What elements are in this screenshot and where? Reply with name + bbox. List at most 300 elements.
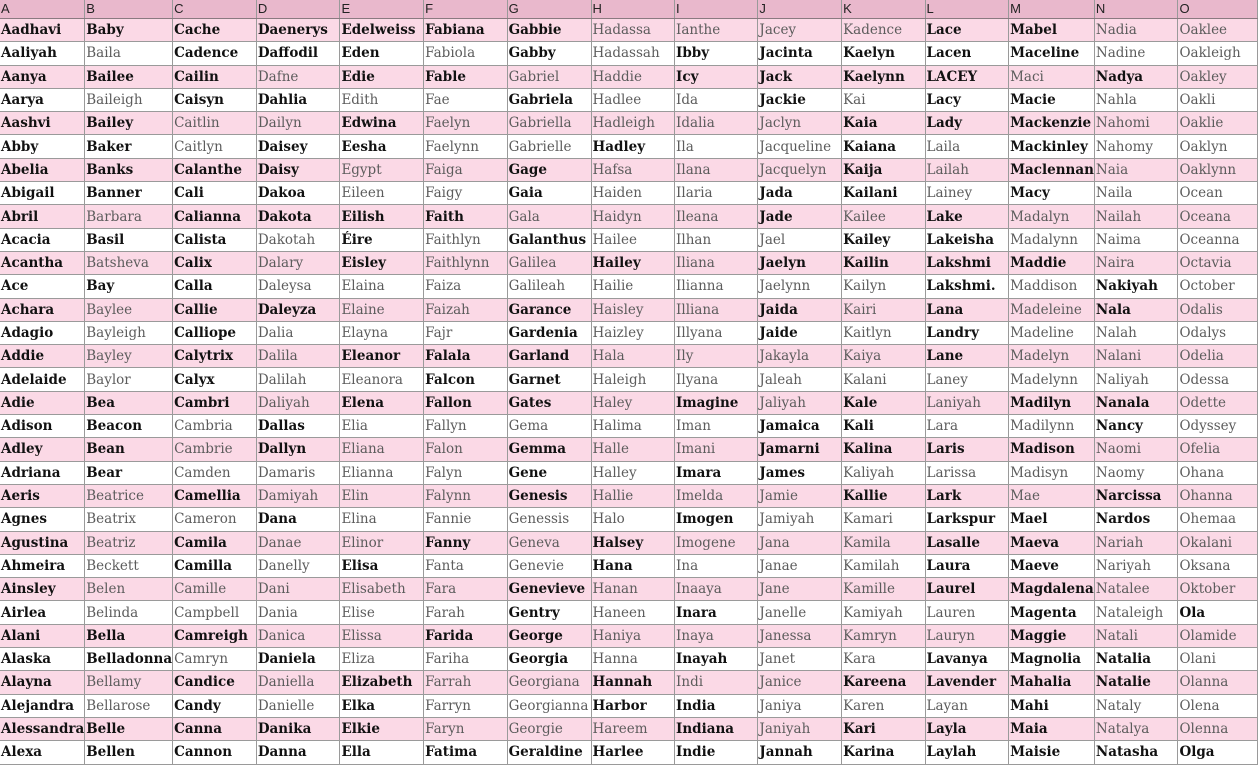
cell-h32[interactable]: Harlee: [591, 741, 675, 764]
cell-k3[interactable]: Kaelynn: [842, 65, 925, 88]
cell-l26[interactable]: Lauren: [925, 601, 1009, 624]
cell-b2[interactable]: Baila: [85, 42, 173, 65]
cell-i19[interactable]: Imani: [675, 438, 758, 461]
cell-o29[interactable]: Olanna: [1178, 671, 1258, 694]
cell-n27[interactable]: Natali: [1094, 624, 1178, 647]
cell-h27[interactable]: Haniya: [591, 624, 675, 647]
cell-d18[interactable]: Dallas: [256, 415, 340, 438]
cell-c2[interactable]: Cadence: [173, 42, 257, 65]
cell-e32[interactable]: Ella: [340, 741, 424, 764]
column-header-o[interactable]: O: [1178, 0, 1258, 19]
cell-d13[interactable]: Daleyza: [256, 298, 340, 321]
cell-h25[interactable]: Hanan: [591, 578, 675, 601]
cell-i5[interactable]: Idalia: [675, 112, 758, 135]
cell-n12[interactable]: Nakiyah: [1094, 275, 1178, 298]
cell-m10[interactable]: Madalynn: [1009, 228, 1095, 251]
cell-a27[interactable]: Alani: [0, 624, 85, 647]
cell-k29[interactable]: Kareena: [842, 671, 925, 694]
cell-g21[interactable]: Genesis: [507, 484, 591, 507]
cell-c32[interactable]: Cannon: [173, 741, 257, 764]
cell-k13[interactable]: Kairi: [842, 298, 925, 321]
cell-j25[interactable]: Jane: [758, 578, 842, 601]
cell-n2[interactable]: Nadine: [1094, 42, 1178, 65]
cell-c21[interactable]: Camellia: [173, 484, 257, 507]
cell-c12[interactable]: Calla: [173, 275, 257, 298]
cell-d12[interactable]: Daleysa: [256, 275, 340, 298]
cell-n17[interactable]: Nanala: [1094, 391, 1178, 414]
cell-n21[interactable]: Narcissa: [1094, 484, 1178, 507]
cell-j21[interactable]: Jamie: [758, 484, 842, 507]
cell-d22[interactable]: Dana: [256, 508, 340, 531]
cell-a19[interactable]: Adley: [0, 438, 85, 461]
cell-d32[interactable]: Danna: [256, 741, 340, 764]
cell-l23[interactable]: Lasalle: [925, 531, 1009, 554]
cell-f11[interactable]: Faithlynn: [424, 251, 507, 274]
cell-b9[interactable]: Barbara: [85, 205, 173, 228]
cell-m18[interactable]: Madilynn: [1009, 415, 1095, 438]
cell-n15[interactable]: Nalani: [1094, 345, 1178, 368]
cell-m21[interactable]: Mae: [1009, 484, 1095, 507]
cell-k15[interactable]: Kaiya: [842, 345, 925, 368]
cell-l16[interactable]: Laney: [925, 368, 1009, 391]
cell-d29[interactable]: Daniella: [256, 671, 340, 694]
cell-h19[interactable]: Halle: [591, 438, 675, 461]
cell-j5[interactable]: Jaclyn: [758, 112, 842, 135]
cell-n26[interactable]: Nataleigh: [1094, 601, 1178, 624]
cell-j14[interactable]: Jaide: [758, 321, 842, 344]
cell-k20[interactable]: Kaliyah: [842, 461, 925, 484]
cell-m16[interactable]: Madelynn: [1009, 368, 1095, 391]
cell-h1[interactable]: Hadassa: [591, 19, 675, 42]
cell-n30[interactable]: Nataly: [1094, 694, 1178, 717]
cell-c6[interactable]: Caitlyn: [173, 135, 257, 158]
cell-g1[interactable]: Gabbie: [507, 19, 591, 42]
cell-j16[interactable]: Jaleah: [758, 368, 842, 391]
cell-b32[interactable]: Bellen: [85, 741, 173, 764]
cell-m26[interactable]: Magenta: [1009, 601, 1095, 624]
cell-h7[interactable]: Hafsa: [591, 158, 675, 181]
cell-e31[interactable]: Elkie: [340, 717, 424, 740]
cell-d30[interactable]: Danielle: [256, 694, 340, 717]
cell-m17[interactable]: Madilyn: [1009, 391, 1095, 414]
cell-j1[interactable]: Jacey: [758, 19, 842, 42]
cell-j20[interactable]: James: [758, 461, 842, 484]
cell-l28[interactable]: Lavanya: [925, 648, 1009, 671]
cell-m7[interactable]: Maclennan: [1009, 158, 1095, 181]
cell-d20[interactable]: Damaris: [256, 461, 340, 484]
cell-m23[interactable]: Maeva: [1009, 531, 1095, 554]
cell-j12[interactable]: Jaelynn: [758, 275, 842, 298]
cell-h3[interactable]: Haddie: [591, 65, 675, 88]
cell-o25[interactable]: Oktober: [1178, 578, 1258, 601]
column-header-g[interactable]: G: [507, 0, 591, 19]
cell-e15[interactable]: Eleanor: [340, 345, 424, 368]
cell-m28[interactable]: Magnolia: [1009, 648, 1095, 671]
cell-e27[interactable]: Elissa: [340, 624, 424, 647]
cell-o7[interactable]: Oaklynn: [1178, 158, 1258, 181]
cell-a20[interactable]: Adriana: [0, 461, 85, 484]
cell-h9[interactable]: Haidyn: [591, 205, 675, 228]
cell-e18[interactable]: Elia: [340, 415, 424, 438]
cell-m27[interactable]: Maggie: [1009, 624, 1095, 647]
cell-f15[interactable]: Falala: [424, 345, 507, 368]
cell-f29[interactable]: Farrah: [424, 671, 507, 694]
column-header-a[interactable]: A: [0, 0, 85, 19]
cell-e29[interactable]: Elizabeth: [340, 671, 424, 694]
cell-b4[interactable]: Baileigh: [85, 88, 173, 111]
cell-e9[interactable]: Eilish: [340, 205, 424, 228]
cell-e10[interactable]: Éire: [340, 228, 424, 251]
column-header-f[interactable]: F: [424, 0, 507, 19]
cell-n28[interactable]: Natalia: [1094, 648, 1178, 671]
cell-o17[interactable]: Odette: [1178, 391, 1258, 414]
cell-d31[interactable]: Danika: [256, 717, 340, 740]
cell-o14[interactable]: Odalys: [1178, 321, 1258, 344]
cell-f27[interactable]: Farida: [424, 624, 507, 647]
cell-d27[interactable]: Danica: [256, 624, 340, 647]
cell-b24[interactable]: Beckett: [85, 554, 173, 577]
cell-l27[interactable]: Lauryn: [925, 624, 1009, 647]
cell-i2[interactable]: Ibby: [675, 42, 758, 65]
cell-f1[interactable]: Fabiana: [424, 19, 507, 42]
cell-a5[interactable]: Aashvi: [0, 112, 85, 135]
cell-b28[interactable]: Belladonna: [85, 648, 173, 671]
column-header-i[interactable]: I: [675, 0, 758, 19]
cell-d10[interactable]: Dakotah: [256, 228, 340, 251]
cell-d21[interactable]: Damiyah: [256, 484, 340, 507]
cell-a31[interactable]: Alessandra: [0, 717, 85, 740]
cell-k9[interactable]: Kailee: [842, 205, 925, 228]
cell-e23[interactable]: Elinor: [340, 531, 424, 554]
cell-o4[interactable]: Oakli: [1178, 88, 1258, 111]
cell-m22[interactable]: Mael: [1009, 508, 1095, 531]
cell-k25[interactable]: Kamille: [842, 578, 925, 601]
cell-n32[interactable]: Natasha: [1094, 741, 1178, 764]
cell-l20[interactable]: Larissa: [925, 461, 1009, 484]
cell-l4[interactable]: Lacy: [925, 88, 1009, 111]
cell-b29[interactable]: Bellamy: [85, 671, 173, 694]
cell-f13[interactable]: Faizah: [424, 298, 507, 321]
cell-d8[interactable]: Dakoa: [256, 182, 340, 205]
cell-a30[interactable]: Alejandra: [0, 694, 85, 717]
cell-o21[interactable]: Ohanna: [1178, 484, 1258, 507]
cell-i15[interactable]: Ily: [675, 345, 758, 368]
cell-b19[interactable]: Bean: [85, 438, 173, 461]
cell-g12[interactable]: Galileah: [507, 275, 591, 298]
cell-b5[interactable]: Bailey: [85, 112, 173, 135]
cell-k16[interactable]: Kalani: [842, 368, 925, 391]
cell-i6[interactable]: Ila: [675, 135, 758, 158]
cell-l19[interactable]: Laris: [925, 438, 1009, 461]
cell-m32[interactable]: Maisie: [1009, 741, 1095, 764]
cell-h15[interactable]: Hala: [591, 345, 675, 368]
cell-m29[interactable]: Mahalia: [1009, 671, 1095, 694]
cell-n8[interactable]: Naila: [1094, 182, 1178, 205]
cell-d25[interactable]: Dani: [256, 578, 340, 601]
cell-e30[interactable]: Elka: [340, 694, 424, 717]
cell-m14[interactable]: Madeline: [1009, 321, 1095, 344]
cell-c5[interactable]: Caitlin: [173, 112, 257, 135]
column-header-k[interactable]: K: [842, 0, 925, 19]
cell-n24[interactable]: Nariyah: [1094, 554, 1178, 577]
cell-n1[interactable]: Nadia: [1094, 19, 1178, 42]
cell-i31[interactable]: Indiana: [675, 717, 758, 740]
cell-f5[interactable]: Faelyn: [424, 112, 507, 135]
cell-g17[interactable]: Gates: [507, 391, 591, 414]
cell-n4[interactable]: Nahla: [1094, 88, 1178, 111]
cell-j23[interactable]: Jana: [758, 531, 842, 554]
cell-i26[interactable]: Inara: [675, 601, 758, 624]
cell-j28[interactable]: Janet: [758, 648, 842, 671]
cell-j27[interactable]: Janessa: [758, 624, 842, 647]
cell-n25[interactable]: Natalee: [1094, 578, 1178, 601]
cell-h20[interactable]: Halley: [591, 461, 675, 484]
cell-n20[interactable]: Naomy: [1094, 461, 1178, 484]
cell-b11[interactable]: Batsheva: [85, 251, 173, 274]
cell-g6[interactable]: Gabrielle: [507, 135, 591, 158]
cell-l6[interactable]: Laila: [925, 135, 1009, 158]
cell-o16[interactable]: Odessa: [1178, 368, 1258, 391]
cell-f26[interactable]: Farah: [424, 601, 507, 624]
cell-b17[interactable]: Bea: [85, 391, 173, 414]
cell-m13[interactable]: Madeleine: [1009, 298, 1095, 321]
cell-c9[interactable]: Calianna: [173, 205, 257, 228]
cell-b31[interactable]: Belle: [85, 717, 173, 740]
cell-h22[interactable]: Halo: [591, 508, 675, 531]
cell-n6[interactable]: Nahomy: [1094, 135, 1178, 158]
cell-e17[interactable]: Elena: [340, 391, 424, 414]
cell-m9[interactable]: Madalyn: [1009, 205, 1095, 228]
cell-c23[interactable]: Camila: [173, 531, 257, 554]
cell-n29[interactable]: Natalie: [1094, 671, 1178, 694]
cell-b12[interactable]: Bay: [85, 275, 173, 298]
cell-m1[interactable]: Mabel: [1009, 19, 1095, 42]
cell-l24[interactable]: Laura: [925, 554, 1009, 577]
cell-c16[interactable]: Calyx: [173, 368, 257, 391]
cell-a28[interactable]: Alaska: [0, 648, 85, 671]
cell-f32[interactable]: Fatima: [424, 741, 507, 764]
cell-o6[interactable]: Oaklyn: [1178, 135, 1258, 158]
cell-i28[interactable]: Inayah: [675, 648, 758, 671]
cell-g31[interactable]: Georgie: [507, 717, 591, 740]
cell-e19[interactable]: Eliana: [340, 438, 424, 461]
cell-a16[interactable]: Adelaide: [0, 368, 85, 391]
cell-b7[interactable]: Banks: [85, 158, 173, 181]
cell-g13[interactable]: Garance: [507, 298, 591, 321]
cell-g19[interactable]: Gemma: [507, 438, 591, 461]
cell-o23[interactable]: Okalani: [1178, 531, 1258, 554]
cell-f22[interactable]: Fannie: [424, 508, 507, 531]
cell-g14[interactable]: Gardenia: [507, 321, 591, 344]
cell-g11[interactable]: Galilea: [507, 251, 591, 274]
cell-b21[interactable]: Beatrice: [85, 484, 173, 507]
cell-o26[interactable]: Ola: [1178, 601, 1258, 624]
cell-h12[interactable]: Hailie: [591, 275, 675, 298]
cell-l21[interactable]: Lark: [925, 484, 1009, 507]
cell-l25[interactable]: Laurel: [925, 578, 1009, 601]
cell-l8[interactable]: Lainey: [925, 182, 1009, 205]
cell-n9[interactable]: Nailah: [1094, 205, 1178, 228]
cell-n5[interactable]: Nahomi: [1094, 112, 1178, 135]
column-header-b[interactable]: B: [85, 0, 173, 19]
cell-a2[interactable]: Aaliyah: [0, 42, 85, 65]
cell-o27[interactable]: Olamide: [1178, 624, 1258, 647]
cell-n11[interactable]: Naira: [1094, 251, 1178, 274]
cell-a7[interactable]: Abelia: [0, 158, 85, 181]
cell-d4[interactable]: Dahlia: [256, 88, 340, 111]
cell-b14[interactable]: Bayleigh: [85, 321, 173, 344]
cell-c24[interactable]: Camilla: [173, 554, 257, 577]
cell-c14[interactable]: Calliope: [173, 321, 257, 344]
cell-l22[interactable]: Larkspur: [925, 508, 1009, 531]
cell-e28[interactable]: Eliza: [340, 648, 424, 671]
cell-o9[interactable]: Oceana: [1178, 205, 1258, 228]
cell-f8[interactable]: Faigy: [424, 182, 507, 205]
cell-f7[interactable]: Faiga: [424, 158, 507, 181]
cell-o11[interactable]: Octavia: [1178, 251, 1258, 274]
cell-k11[interactable]: Kailin: [842, 251, 925, 274]
cell-l31[interactable]: Layla: [925, 717, 1009, 740]
cell-m11[interactable]: Maddie: [1009, 251, 1095, 274]
cell-o24[interactable]: Oksana: [1178, 554, 1258, 577]
cell-i25[interactable]: Inaaya: [675, 578, 758, 601]
cell-g9[interactable]: Gala: [507, 205, 591, 228]
cell-o22[interactable]: Ohemaa: [1178, 508, 1258, 531]
cell-f4[interactable]: Fae: [424, 88, 507, 111]
cell-h21[interactable]: Hallie: [591, 484, 675, 507]
cell-c25[interactable]: Camille: [173, 578, 257, 601]
cell-o13[interactable]: Odalis: [1178, 298, 1258, 321]
cell-o10[interactable]: Oceanna: [1178, 228, 1258, 251]
column-header-j[interactable]: J: [758, 0, 842, 19]
cell-e20[interactable]: Elianna: [340, 461, 424, 484]
cell-i22[interactable]: Imogen: [675, 508, 758, 531]
cell-f24[interactable]: Fanta: [424, 554, 507, 577]
cell-g27[interactable]: George: [507, 624, 591, 647]
cell-j9[interactable]: Jade: [758, 205, 842, 228]
cell-a3[interactable]: Aanya: [0, 65, 85, 88]
column-header-l[interactable]: L: [925, 0, 1009, 19]
cell-i18[interactable]: Iman: [675, 415, 758, 438]
cell-o31[interactable]: Olenna: [1178, 717, 1258, 740]
cell-b8[interactable]: Banner: [85, 182, 173, 205]
cell-l18[interactable]: Lara: [925, 415, 1009, 438]
cell-a13[interactable]: Achara: [0, 298, 85, 321]
cell-n10[interactable]: Naima: [1094, 228, 1178, 251]
cell-g24[interactable]: Genevie: [507, 554, 591, 577]
cell-l29[interactable]: Lavender: [925, 671, 1009, 694]
cell-k10[interactable]: Kailey: [842, 228, 925, 251]
cell-h14[interactable]: Haizley: [591, 321, 675, 344]
cell-h24[interactable]: Hana: [591, 554, 675, 577]
cell-k8[interactable]: Kailani: [842, 182, 925, 205]
cell-d5[interactable]: Dailyn: [256, 112, 340, 135]
cell-l10[interactable]: Lakeisha: [925, 228, 1009, 251]
column-header-n[interactable]: N: [1094, 0, 1178, 19]
cell-i9[interactable]: Ileana: [675, 205, 758, 228]
cell-a11[interactable]: Acantha: [0, 251, 85, 274]
cell-a23[interactable]: Agustina: [0, 531, 85, 554]
cell-c15[interactable]: Calytrix: [173, 345, 257, 368]
cell-f18[interactable]: Fallyn: [424, 415, 507, 438]
cell-c11[interactable]: Calix: [173, 251, 257, 274]
cell-l15[interactable]: Lane: [925, 345, 1009, 368]
cell-i17[interactable]: Imagine: [675, 391, 758, 414]
cell-h8[interactable]: Haiden: [591, 182, 675, 205]
cell-d6[interactable]: Daisey: [256, 135, 340, 158]
cell-j29[interactable]: Janice: [758, 671, 842, 694]
cell-o8[interactable]: Ocean: [1178, 182, 1258, 205]
cell-f23[interactable]: Fanny: [424, 531, 507, 554]
cell-o30[interactable]: Olena: [1178, 694, 1258, 717]
cell-f9[interactable]: Faith: [424, 205, 507, 228]
cell-c30[interactable]: Candy: [173, 694, 257, 717]
cell-i1[interactable]: Ianthe: [675, 19, 758, 42]
cell-n18[interactable]: Nancy: [1094, 415, 1178, 438]
cell-h16[interactable]: Haleigh: [591, 368, 675, 391]
cell-e8[interactable]: Eileen: [340, 182, 424, 205]
cell-m20[interactable]: Madisyn: [1009, 461, 1095, 484]
cell-k27[interactable]: Kamryn: [842, 624, 925, 647]
cell-m2[interactable]: Maceline: [1009, 42, 1095, 65]
cell-j11[interactable]: Jaelyn: [758, 251, 842, 274]
cell-b20[interactable]: Bear: [85, 461, 173, 484]
cell-o2[interactable]: Oakleigh: [1178, 42, 1258, 65]
cell-d2[interactable]: Daffodil: [256, 42, 340, 65]
cell-g2[interactable]: Gabby: [507, 42, 591, 65]
cell-e12[interactable]: Elaina: [340, 275, 424, 298]
cell-c1[interactable]: Cache: [173, 19, 257, 42]
cell-f20[interactable]: Falyn: [424, 461, 507, 484]
cell-h6[interactable]: Hadley: [591, 135, 675, 158]
cell-j3[interactable]: Jack: [758, 65, 842, 88]
cell-c20[interactable]: Camden: [173, 461, 257, 484]
cell-l2[interactable]: Lacen: [925, 42, 1009, 65]
cell-k12[interactable]: Kailyn: [842, 275, 925, 298]
cell-b1[interactable]: Baby: [85, 19, 173, 42]
cell-h29[interactable]: Hannah: [591, 671, 675, 694]
cell-i11[interactable]: Iliana: [675, 251, 758, 274]
cell-l7[interactable]: Lailah: [925, 158, 1009, 181]
cell-i30[interactable]: India: [675, 694, 758, 717]
cell-d7[interactable]: Daisy: [256, 158, 340, 181]
cell-j19[interactable]: Jamarni: [758, 438, 842, 461]
cell-g29[interactable]: Georgiana: [507, 671, 591, 694]
cell-n22[interactable]: Nardos: [1094, 508, 1178, 531]
cell-d23[interactable]: Danae: [256, 531, 340, 554]
cell-o5[interactable]: Oaklie: [1178, 112, 1258, 135]
cell-k18[interactable]: Kali: [842, 415, 925, 438]
cell-k30[interactable]: Karen: [842, 694, 925, 717]
cell-e22[interactable]: Elina: [340, 508, 424, 531]
cell-o32[interactable]: Olga: [1178, 741, 1258, 764]
cell-d9[interactable]: Dakota: [256, 205, 340, 228]
cell-i27[interactable]: Inaya: [675, 624, 758, 647]
cell-a21[interactable]: Aeris: [0, 484, 85, 507]
cell-f10[interactable]: Faithlyn: [424, 228, 507, 251]
cell-k14[interactable]: Kaitlyn: [842, 321, 925, 344]
cell-g26[interactable]: Gentry: [507, 601, 591, 624]
cell-g23[interactable]: Geneva: [507, 531, 591, 554]
cell-k6[interactable]: Kaiana: [842, 135, 925, 158]
cell-g10[interactable]: Galanthus: [507, 228, 591, 251]
cell-o18[interactable]: Odyssey: [1178, 415, 1258, 438]
cell-d19[interactable]: Dallyn: [256, 438, 340, 461]
cell-k22[interactable]: Kamari: [842, 508, 925, 531]
cell-i12[interactable]: Ilianna: [675, 275, 758, 298]
cell-m15[interactable]: Madelyn: [1009, 345, 1095, 368]
cell-f19[interactable]: Falon: [424, 438, 507, 461]
